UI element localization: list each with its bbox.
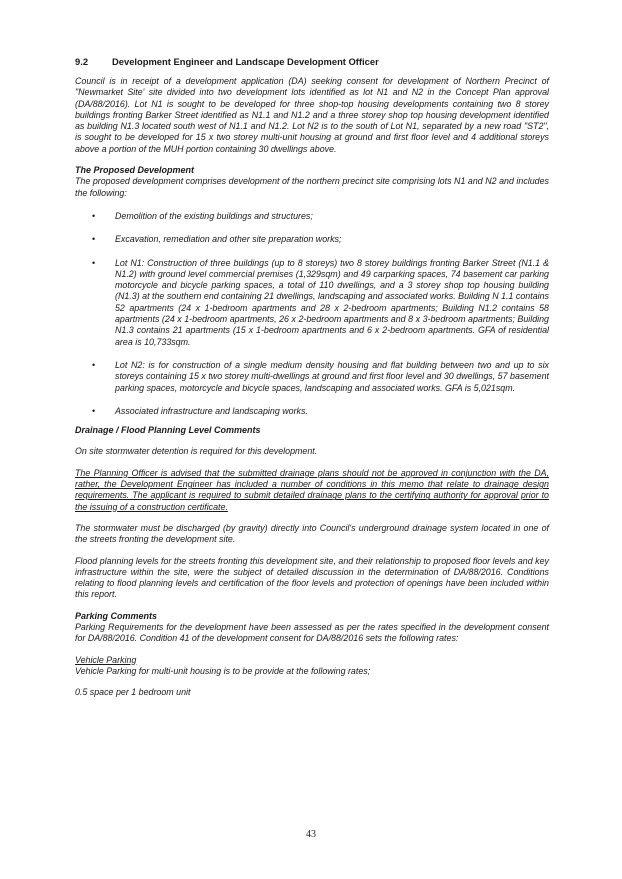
- page-content: [75, 56, 549, 698]
- parking-rate: 0.5 space per 1 bedroom unit: [75, 687, 191, 698]
- list-item: • Demolition of the existing buildings and structures;: [92, 210, 313, 221]
- section-number: 9.2: [75, 56, 89, 67]
- section-heading: [75, 56, 549, 68]
- vehicle-parking-text: Vehicle Parking for multi-unit housing is to be provide at the following rates;: [75, 665, 371, 676]
- list-item: • Lot N2: is for construction of a single medium density housing and flat building between two and up to six storeys containing 15 x two storey multi-dwellings at ground and first floor level and 30 dwellings, 57 basement parking spaces, motorcycle and bicycle spaces, landscaping and associated works. GFA is 5,021sqm.: [92, 359, 549, 393]
- intro-paragraph: Council is in receipt of a development application (DA) seeking consent for development of Northern Precinct of "Newmarket Site' site divided into two development lots identified as lot N1 and N2 in the Concept Plan approval (DA/88/2016). Lot N1 is sought to be developed for three shop-top housing developments containing two 8 storey buildings fronting Barker Street identified as N1.1 and N1.2 and a three storey shop top housing development identified as building N1.3 located south west of N1.1 and N1.2. Lot N2 is to the south of Lot N1, separated by a new road "ST2", is sought to be developed for 15 x two storey multi-unit housing at ground and first floor level and 4 additional storeys above a portion of the MUH portion containing 30 dwellings above.: [75, 76, 549, 154]
- bullet-icon: •: [92, 234, 96, 245]
- drainage-heading: Drainage / Flood Planning Level Comments: [75, 425, 261, 436]
- proposed-development-heading: The Proposed Development: [75, 165, 195, 176]
- list-item: • Associated infrastructure and landscaping works.: [92, 405, 308, 416]
- bullet-icon: •: [92, 210, 96, 221]
- proposed-development-list: [75, 211, 549, 417]
- list-item: • Lot N1: Construction of three buildings (up to 8 storeys) two 8 storey buildings fronting Barker Street (N1.1 & N1.2) with ground level commercial premises (1,329sqm) and 49 carparking spaces, 74 basement car parking motorcycle and bicycle parking spaces, a total of 110 dwellings, and a 3 storey shop top housing building (N1.3) at the southern end containing 21 dwellings, landscaping and associated works. Building N 1.1 contains 52 apartments (24 x 1-bedroom apartments and 28 x 2-bedroom apartments; Building N1.2 contains 58 apartments (24 x 1-bedroom apartments, 26 x 2-bedroom apartments and 8 x 3-bedroom apartments; Building N1.3 contains 21 apartments (15 x 1-bedroom apartments and 6 x 2-bedroom apartments. GFA of residential area is 10,733sqm.: [92, 257, 549, 347]
- drainage-paragraph-1: On site stormwater detention is required for this development.: [75, 446, 318, 457]
- proposed-development-text: The proposed development comprises development of the northern precinct site comprising lots N1 and N2 and includes the following:: [75, 176, 549, 198]
- page-number: 43: [306, 829, 316, 840]
- drainage-paragraph-3: The stormwater must be discharged (by gravity) directly into Council's underground drainage system located in one of the streets fronting the development site.: [75, 522, 549, 545]
- bullet-icon: •: [92, 257, 96, 268]
- bullet-icon: •: [92, 405, 96, 416]
- drainage-paragraph-4: Flood planning levels for the streets fronting this development site, and their relationship to proposed floor levels and key infrastructure within the site, were the subject of detailed discussion in the determination of DA/88/2016. Conditions relating to flood planning levels and certification of the floor levels and protection of openings have been included within this report.: [75, 555, 549, 600]
- parking-paragraph: Parking Requirements for the development have been assessed as per the rates specified in the development consent for DA/88/2016. Condition 41 of the development consent for DA/88/2016 sets the following rates:: [75, 621, 549, 644]
- section-title: Development Engineer and Landscape Development Officer: [112, 56, 379, 67]
- bullet-icon: •: [92, 359, 96, 370]
- drainage-paragraph-2: The Planning Officer is advised that the submitted drainage plans should not be approved in conjunction with the DA, rather, the Development Engineer has included a number of conditions in this memo that relate to drainage design requirements. The applicant is required to submit detailed drainage plans to the certifying authority for approval prior to the issuing of a construction certificate.: [75, 467, 549, 512]
- list-item: • Excavation, remediation and other site preparation works;: [92, 234, 342, 245]
- parking-heading: Parking Comments: [75, 610, 158, 621]
- vehicle-parking-heading: Vehicle Parking: [75, 654, 137, 665]
